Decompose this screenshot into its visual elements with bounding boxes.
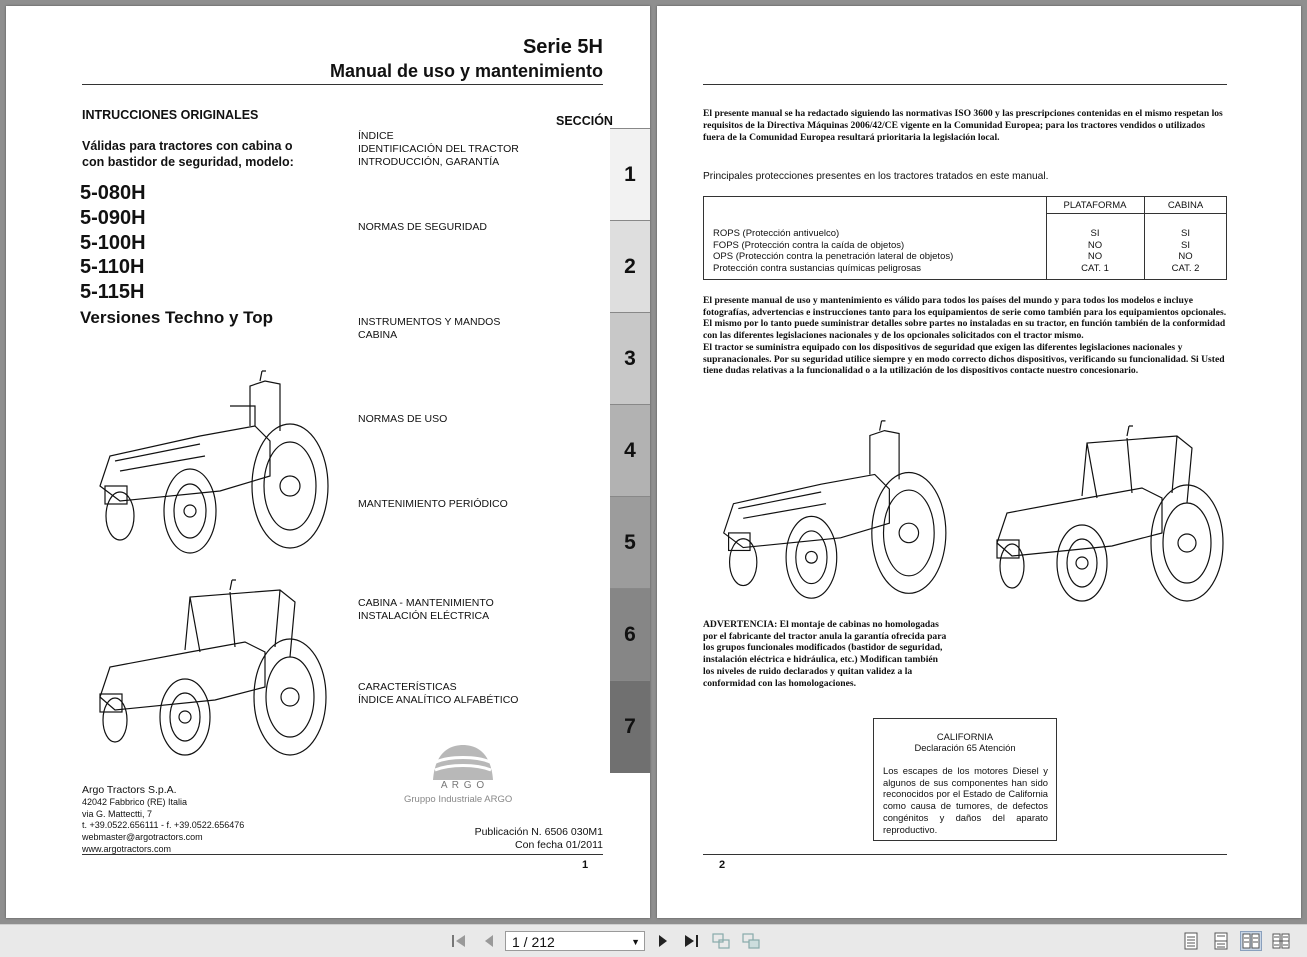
section-tab-4-number: 4: [624, 439, 636, 462]
validity-paragraph-1: El presente manual de uso y mantenimiento es válido para todos los países del mundo y para todos los modelos e incluye fotografías, advertencias e instrucciones tanto para los equipamientos de serie como también para los equipamientos opcionales. El mismo por lo tanto puede suministrar detalles sobre partes no instaladas en su tractor, en función también de la conformidad con las diferentes legislaciones nacionales y de los opcionales solicitados con el tractor mismo.: [703, 295, 1227, 342]
section-tab-3[interactable]: [610, 312, 650, 405]
toc-item-7-line1: CARACTERÍSTICAS: [358, 681, 457, 693]
model-5-080h: 5-080H: [80, 182, 146, 204]
section-tab-2-number: 2: [624, 255, 636, 278]
email-line: webmaster@argotractors.com: [82, 832, 203, 843]
page-number-input[interactable]: [505, 931, 645, 951]
toc-item-6-line1: CABINA - MANTENIMIENTO: [358, 597, 494, 609]
row-chem-cabina: CAT. 2: [1171, 263, 1200, 275]
last-page-icon[interactable]: [680, 931, 702, 951]
model-5-110h: 5-110H: [80, 256, 145, 279]
next-page-icon[interactable]: [652, 931, 674, 951]
valid-text-2: con bastidor de seguridad, modelo:: [82, 155, 294, 169]
warning-paragraph: ADVERTENCIA: El montaje de cabinas no homologadas por el fabricante del tractor anula la garantía ofrecida para los grupos funcionales modificados (bastidor de seguridad, instalación eléctrica e hidráulica, etc.) Modifican también los niveles de ruido declarados y quitan validez a la conformidad con las homologaciones.: [703, 619, 947, 689]
row-rops-cabina: SI: [1181, 228, 1190, 239]
toc-item-2[interactable]: NORMAS DE SEGURIDAD: [358, 221, 487, 233]
section-tab-3-number: 3: [624, 347, 636, 370]
toc-item-5[interactable]: MANTENIMIENTO PERIÓDICO: [358, 498, 508, 510]
first-page-icon[interactable]: [448, 931, 470, 951]
toc-item-7-line2: ÍNDICE ANALÍTICO ALFABÉTICO: [358, 694, 519, 706]
valid-text-1: Válidas para tractores con cabina o: [82, 139, 293, 153]
validity-paragraph-2: El tractor se suministra equipado con los dispositivos de seguridad que exigen las diferentes legislaciones nacionales y supranacionales. Por su seguridad utilice siempre y en modo correcto dichos dispositivos, verificando su funcionalidad. Si Usted tiene dudas relativas a la funcionalidad o a la utilización de los dispositivos contacte nuestro concesionario.: [703, 341, 1225, 377]
table-header-plataforma: PLATAFORMA: [1063, 200, 1127, 211]
section-tab-2[interactable]: [610, 220, 650, 313]
section-tab-1[interactable]: [610, 128, 650, 221]
row-ops-plataforma: NO: [1087, 251, 1103, 263]
toc-item-3-line1: INSTRUMENTOS Y MANDOS: [358, 316, 501, 328]
row-rops-label: ROPS (Protección antivuelco): [713, 228, 840, 239]
logo-text: A R G O: [440, 780, 486, 791]
section-tab-5[interactable]: [610, 496, 650, 589]
toc-item-6-line2: INSTALACIÓN ELÉCTRICA: [358, 610, 490, 622]
row-fops-plataforma: NO: [1087, 239, 1103, 251]
company-address: [82, 797, 244, 856]
row-rops-plataforma: SI: [1090, 228, 1100, 239]
validity-paragraph: [703, 295, 1227, 377]
toc-item-1-line1: ÍNDICE: [358, 130, 394, 142]
row-fops-label: FOPS (Protección contra la caída de objetos): [713, 239, 905, 251]
protections-intro: Principales protecciones presentes en los tractores tratados en este manual.: [703, 171, 1049, 182]
chevron-down-icon[interactable]: ▼: [631, 937, 640, 947]
model-5-090h: 5-090H: [80, 206, 146, 229]
publication-date: Con fecha 01/2011: [515, 839, 603, 851]
toc-item-1[interactable]: [358, 130, 519, 169]
viewer-toolbar: [0, 924, 1307, 957]
tractor-platform-illustration: [80, 366, 332, 561]
toc-item-4[interactable]: NORMAS DE USO: [358, 413, 448, 425]
tractor-cabin-illustration-2: [977, 418, 1229, 608]
address-line-1: 42042 Fabbrico (RE) Italia: [82, 797, 188, 807]
california-subtitle: Declaración 65 Atención: [914, 742, 1016, 753]
previous-page-icon[interactable]: [478, 931, 500, 951]
tractor-cabin-illustration: [80, 572, 332, 762]
logo-subtitle: Gruppo Industriale ARGO: [404, 794, 513, 805]
toc-item-1-line2: IDENTIFICACIÓN DEL TRACTOR: [358, 143, 519, 155]
page-number-2: 2: [719, 859, 726, 871]
row-chem-plataforma: CAT. 1: [1081, 263, 1109, 275]
manual-title: Manual de uso y mantenimiento: [329, 61, 603, 81]
section-tab-1-number: 1: [624, 163, 636, 186]
california-text: Los escapes de los motores Diesel y algunos de sus componentes han sido reconocidos por el Estado de California como causa de tumores, de defectos congénitos y daños del aparato reproductivo.: [883, 765, 1048, 835]
row-chem-label: Protección contra sustancias químicas peligrosas: [713, 263, 922, 275]
section-label: SECCIÓN: [556, 114, 613, 128]
pdf-page-2: [657, 6, 1301, 918]
two-page-view-icon[interactable]: [1240, 931, 1262, 951]
table-col-protection: [713, 228, 953, 275]
continuous-view-icon[interactable]: [1210, 931, 1232, 951]
row-fops-cabina: SI: [1181, 239, 1190, 251]
address-line-2: via G. Mattectti, 7: [82, 808, 153, 819]
publication-number: Publicación N. 6506 030M1: [474, 826, 603, 838]
protections-table: [703, 196, 1227, 280]
table-header-cabina: CABINA: [1167, 200, 1204, 211]
tractor-platform-illustration-2: [703, 416, 951, 606]
model-5-115h: 5-115H: [80, 281, 145, 304]
california-title: CALIFORNIA: [936, 731, 994, 742]
table-col-cabina: [1144, 228, 1227, 275]
title-rule: [82, 84, 603, 85]
toc-item-3-line2: CABINA: [358, 329, 398, 341]
model-5-100h: 5-100H: [80, 231, 146, 254]
two-page-continuous-view-icon[interactable]: [1270, 931, 1292, 951]
argo-logo-icon: [430, 742, 496, 784]
toc-item-6[interactable]: [358, 597, 494, 623]
versions-label: Versiones Techno y Top: [80, 308, 274, 327]
row-ops-cabina: NO: [1178, 251, 1193, 263]
table-col-plataforma: [1046, 228, 1144, 275]
section-tab-6[interactable]: [610, 588, 650, 681]
table-header-rule: [1046, 213, 1226, 214]
pdf-page-1: [6, 6, 650, 918]
fit-page-icon[interactable]: [710, 931, 732, 951]
phone-line: t. +39.0522.656111 - f. +39.0522.656476: [82, 820, 245, 831]
section-tab-6-number: 6: [624, 623, 636, 646]
section-tab-5-number: 5: [624, 531, 636, 554]
series-title: Serie 5H: [522, 36, 603, 58]
intro-paragraph: El presente manual se ha redactado siguiendo las normativas ISO 3600 y las prescripciones contenidas en el mismo respetan los requisitos de la Directiva Máquinas 2006/42/CE vigente en la Comunidad Europea; para los tractores vendidos o utilizados fuera de la Comunidad Europea resultará prioritaria la legislación local.: [703, 108, 1223, 143]
section-tab-4[interactable]: [610, 404, 650, 497]
section-tab-7-number: 7: [624, 715, 636, 738]
company-name: Argo Tractors S.p.A.: [82, 784, 177, 796]
single-page-view-icon[interactable]: [1180, 931, 1202, 951]
page-number-1: 1: [582, 859, 589, 871]
fit-width-icon[interactable]: [740, 931, 762, 951]
section-tab-7[interactable]: [610, 680, 650, 773]
page-indicator-text: 1 / 212: [512, 934, 555, 950]
model-list: [80, 181, 146, 305]
header-rule: [703, 84, 1227, 85]
row-ops-label: OPS (Protección contra la penetración lateral de objetos): [713, 251, 954, 263]
instructions-heading: INTRUCCIONES ORIGINALES: [82, 108, 259, 122]
toc-item-7[interactable]: [358, 681, 518, 707]
california-box: [873, 718, 1057, 841]
website-line: www.argotractors.com: [82, 843, 172, 854]
footer-rule: [82, 854, 603, 855]
toc-item-1-line3: INTRODUCCIÓN, GARANTÍA: [358, 156, 500, 168]
footer-rule-2: [703, 854, 1227, 855]
toc-item-3[interactable]: [358, 316, 500, 342]
